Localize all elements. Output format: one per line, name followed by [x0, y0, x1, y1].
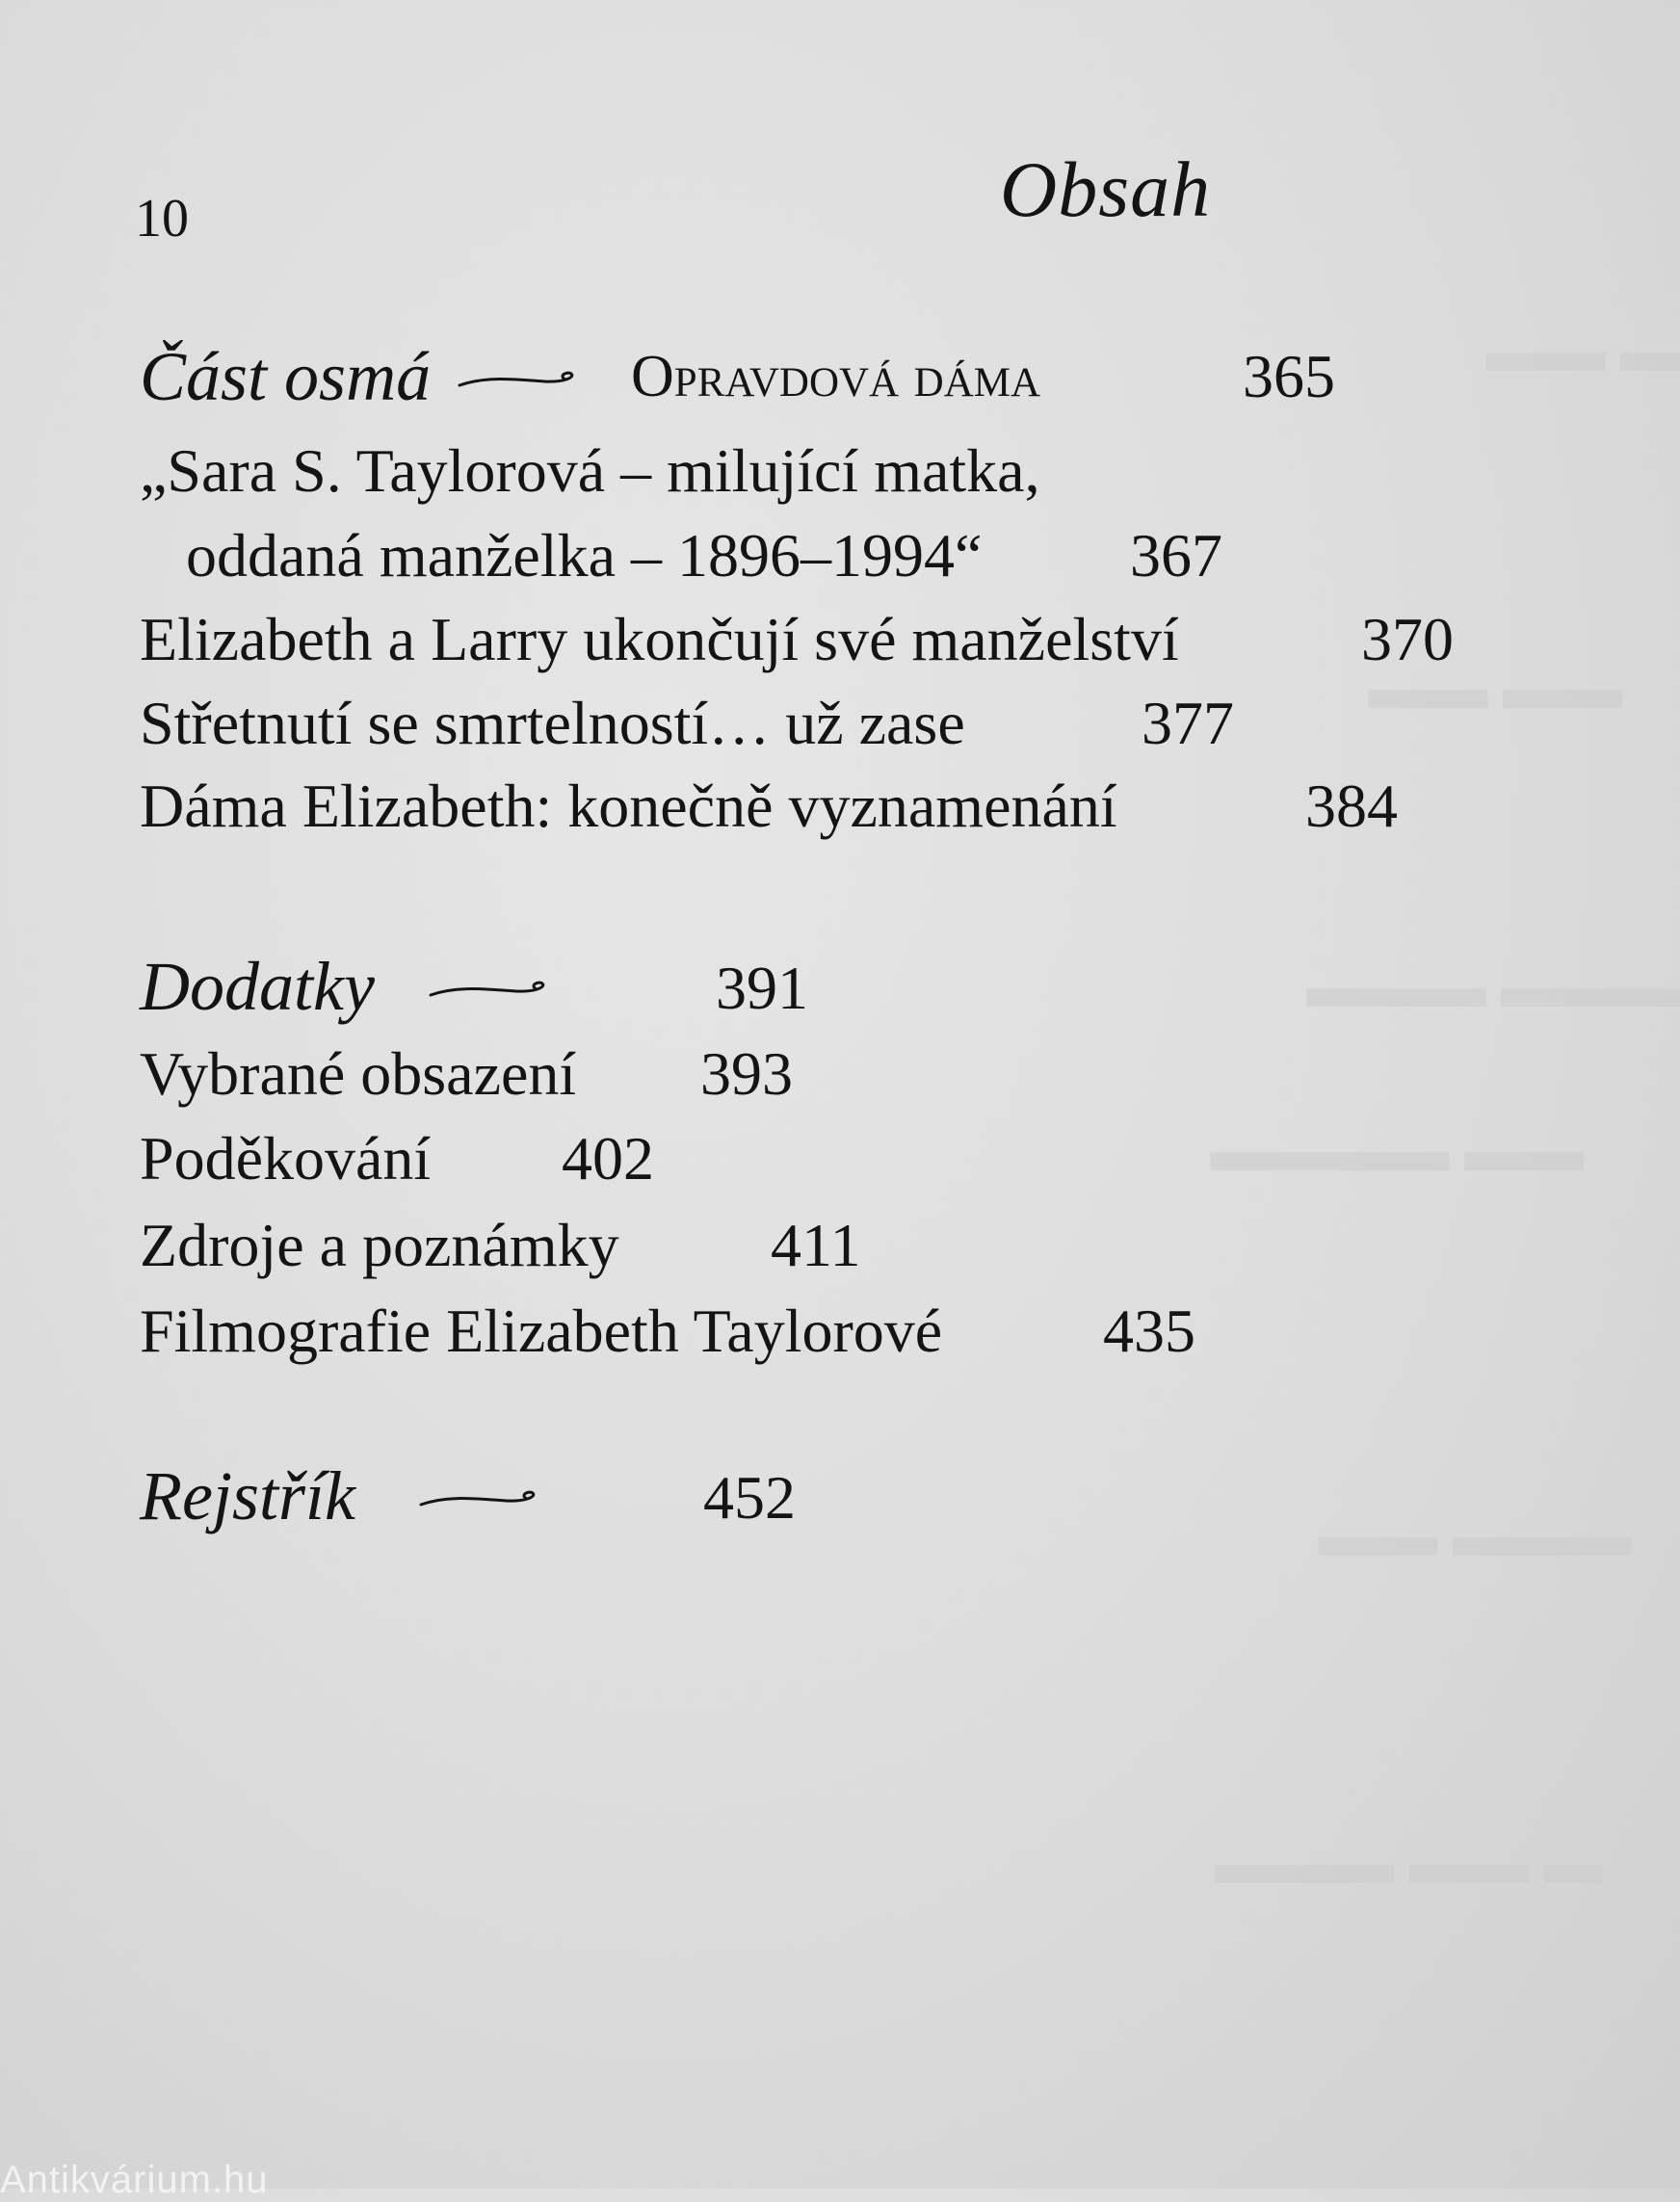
- page-ref: 411: [771, 1210, 861, 1281]
- entry-title: Zdroje a poznámky: [140, 1211, 619, 1279]
- toc-entry: [140, 604, 1179, 675]
- page-ref: 370: [1361, 604, 1454, 675]
- watermark: Antikvárium.hu: [0, 2159, 269, 2202]
- section-subtitle: Opravdová dáma: [631, 343, 1040, 411]
- page-ref: 435: [1103, 1296, 1195, 1367]
- entry-title: Filmografie Elizabeth Taylorové: [140, 1297, 942, 1365]
- bleed-through-decoration: ▬▬ ▬▬▬: [1319, 1503, 1633, 1571]
- page-ref: 452: [703, 1462, 796, 1534]
- page-ref: 393: [700, 1038, 793, 1110]
- bleed-through-decoration: ▬▬ ▬: [1486, 318, 1680, 386]
- entry-title: Elizabeth a Larry ukončují své manželství: [140, 605, 1179, 673]
- running-title: Obsah: [1000, 144, 1211, 235]
- toc-entry: [140, 1296, 942, 1367]
- toc-entry: [140, 1038, 576, 1110]
- entry-title: „Sara S. Taylorová – milující matka,: [140, 436, 1040, 505]
- entry-title: Vybrané obsazení: [140, 1039, 576, 1108]
- page-ref: 384: [1305, 771, 1398, 842]
- toc-entry: [140, 688, 965, 759]
- toc-entry-continuation: [186, 520, 982, 591]
- entry-title: Dáma Elizabeth: konečně vyznamenání: [140, 772, 1117, 840]
- toc-entry: [140, 1210, 619, 1281]
- page-ref: 391: [716, 953, 808, 1024]
- entry-title: oddaná manželka – 1896–1994“: [186, 521, 982, 590]
- entry-title: Poděkování: [140, 1124, 431, 1193]
- page-ref: 377: [1142, 688, 1234, 759]
- swash-ornament: [419, 1489, 544, 1514]
- bleed-through-decoration: ▬▬▬▬ ▬▬: [1211, 1117, 1585, 1186]
- section-heading: [140, 337, 431, 417]
- entry-title: Střetnutí se smrtelností… už zase: [140, 689, 965, 757]
- section-title: Rejstřík: [140, 1457, 355, 1534]
- bleed-through-decoration: ▬▬▬ ▬▬ ▬: [1215, 1830, 1603, 1899]
- page-ref: 402: [562, 1123, 654, 1194]
- toc-entry: [140, 435, 1040, 507]
- page-number: 10: [135, 188, 189, 249]
- section-heading: [140, 947, 375, 1027]
- section-title: Část osmá: [140, 338, 431, 415]
- toc-entry: [140, 771, 1117, 842]
- page-ref: 365: [1243, 341, 1335, 412]
- toc-entry: [140, 1123, 431, 1194]
- swash-ornament: [429, 980, 554, 1005]
- bleed-through-decoration: ▬▬ ▬▬: [1369, 655, 1623, 723]
- bleed-through-decoration: ▬▬▬ ▬▬▬: [1307, 954, 1680, 1022]
- swash-ornament: [458, 370, 583, 395]
- page-ref: 367: [1130, 520, 1222, 591]
- section-heading: [140, 1456, 355, 1536]
- section-title: Dodatky: [140, 948, 375, 1025]
